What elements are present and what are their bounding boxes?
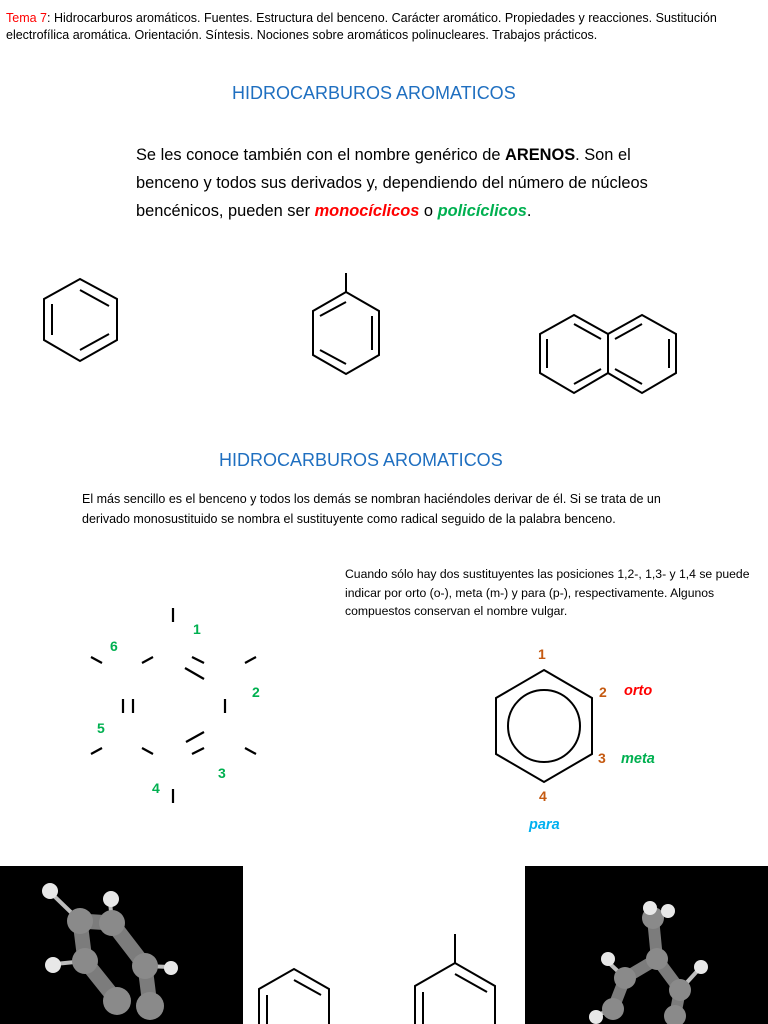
benzene-3d-model-image [0,866,243,1024]
benzene-naming-paragraph: El más sencillo es el benceno y todos los demás se nombran haciéndoles derivar de él. Si se trata de un derivado monosustituido se nombra el sustituyente como radical seguido de la palabra benceno. [82,492,661,526]
intro-text-2: . Son el benceno y todos sus derivados y, dependiendo del número de núcleos bencénicos, pueden ser [136,146,648,220]
left-number-6: 6 [110,638,118,654]
toluene-3d-model-image [525,866,768,1024]
intro-bold-arenos: ARENOS [505,146,576,164]
right-number-4: 4 [539,788,547,804]
left-number-2: 2 [252,684,260,700]
right-number-1: 1 [538,646,546,662]
right-number-3: 3 [598,750,606,766]
para-label: para [529,817,560,833]
meta-label: meta [621,751,655,767]
topic-description: : Hidrocarburos aromáticos. Fuentes. Estructura del benceno. Carácter aromático. Propiedades y reacciones. Sustitución electrofílica aromática. Orientación. Síntesis. Nociones sobre aromáticos polinucleares. Trabajos prácticos. [6,11,717,42]
left-number-1: 1 [193,621,201,637]
topic-label: Tema 7 [6,11,47,25]
section-title-1: HIDROCARBUROS AROMATICOS [232,83,516,103]
monociclicos-term: monocíclicos [314,202,420,220]
intro-connector: o [419,202,438,220]
intro-text-1: Se les conoce también con el nombre genérico de [136,146,506,164]
left-number-3: 3 [218,765,226,781]
benzene-3d-model-graphic [0,866,243,1024]
orto-label: orto [624,683,653,699]
toluene-3d-model-graphic [525,866,768,1024]
policiclicos-term: policíclicos [437,202,527,220]
positions-paragraph: Cuando sólo hay dos sustituyentes las posiciones 1,2-, 1,3- y 1,4 se puede indicar por orto (o-), meta (m-) y para (p-), respectivamente. Algunos compuestos conservan el nombre vulgar. [345,567,750,618]
section-title-2: HIDROCARBUROS AROMATICOS [219,450,503,470]
left-number-4: 4 [152,780,160,796]
right-number-2: 2 [599,684,607,700]
intro-end: . [526,202,532,220]
left-number-5: 5 [97,720,105,736]
